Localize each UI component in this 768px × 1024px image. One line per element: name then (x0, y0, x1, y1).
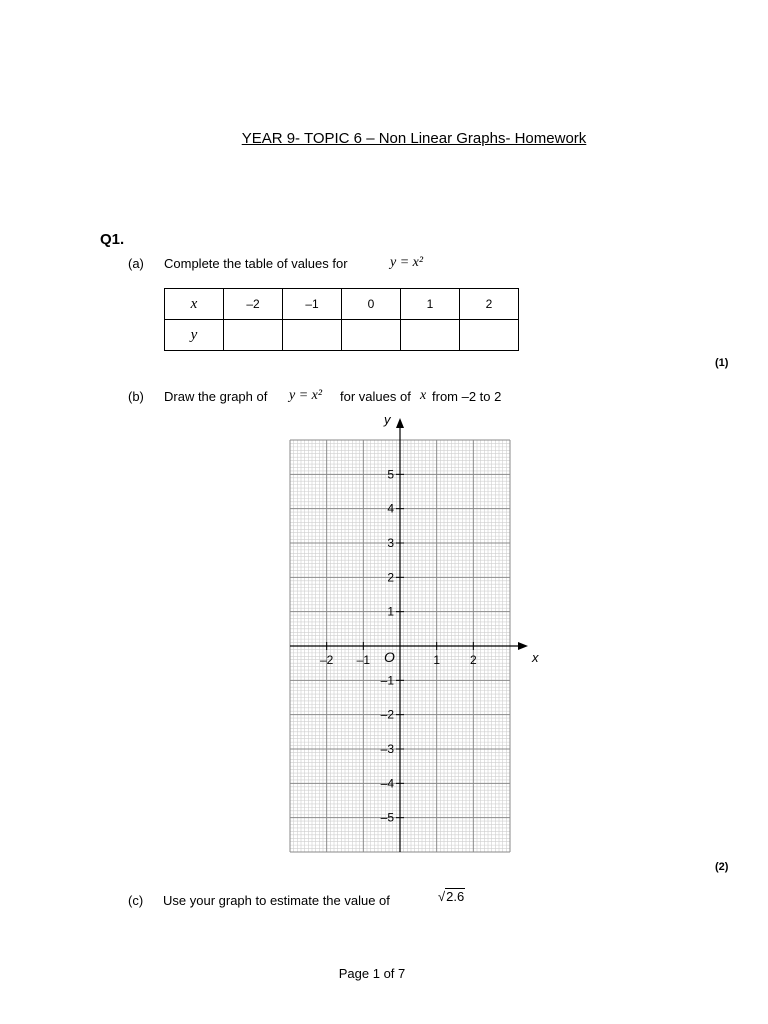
x-axis-arrow-icon (518, 642, 528, 650)
question-number: Q1. (100, 231, 125, 248)
y-tick-label: 1 (387, 604, 394, 619)
sqrt-icon: √ (438, 889, 446, 904)
table-cell-y-input[interactable] (401, 320, 460, 351)
table-cell-x: –1 (283, 289, 342, 320)
table-header-x: x (165, 289, 224, 320)
part-b-marks: (2) (715, 861, 729, 873)
y-tick-label: –2 (380, 707, 394, 722)
table-cell-y-input[interactable] (342, 320, 401, 351)
sqrt-expression (438, 889, 465, 904)
table-cell-y-input[interactable] (460, 320, 519, 351)
table-cell-x: 1 (401, 289, 460, 320)
page-footer: Page 1 of 7 (338, 966, 406, 981)
table-row-y (165, 320, 519, 351)
y-tick-label: –4 (380, 776, 394, 791)
x-tick-label: 2 (469, 653, 477, 667)
table-header-y: y (165, 320, 224, 351)
part-c-text: Use your graph to estimate the value of (163, 893, 390, 908)
table-row-x (165, 289, 519, 320)
part-b-variable: x (420, 388, 427, 403)
y-tick-label: –5 (380, 810, 394, 825)
y-axis-arrow-icon (396, 418, 404, 428)
part-a-label: (a) (128, 256, 144, 271)
y-tick-label: 3 (387, 536, 394, 550)
y-tick-label: 5 (387, 467, 394, 482)
sqrt-radicand: 2.6 (446, 889, 465, 904)
x-tick-label: –1 (356, 653, 371, 667)
y-tick-label: 2 (387, 570, 394, 585)
y-axis-label: y (384, 412, 391, 427)
x-tick-label: 1 (433, 653, 441, 667)
y-tick-label: 4 (387, 501, 394, 516)
table-cell-y-input[interactable] (224, 320, 283, 351)
table-cell-x: 2 (460, 289, 519, 320)
table-of-values (164, 288, 519, 351)
x-tick-label: –2 (319, 653, 334, 667)
origin-label: O (384, 649, 395, 665)
table-cell-x: –2 (224, 289, 283, 320)
part-b-label: (b) (128, 389, 144, 404)
part-b-equation: y = x² (289, 388, 323, 403)
x-axis-label: x (532, 650, 539, 665)
part-a-equation: y = x² (390, 255, 424, 270)
y-tick-label: –3 (380, 742, 394, 756)
part-c-label: (c) (128, 893, 144, 908)
part-b-text-after: from –2 to 2 (432, 389, 502, 404)
part-b-text: Draw the graph of (164, 389, 268, 404)
page-title: YEAR 9- TOPIC 6 – Non Linear Graphs- Homework (241, 130, 587, 147)
part-b-text-mid: for values of (340, 389, 411, 404)
table-cell-y-input[interactable] (283, 320, 342, 351)
y-tick-label: –1 (380, 673, 394, 688)
part-a-text: Complete the table of values for (164, 256, 348, 271)
part-a-marks: (1) (715, 357, 729, 369)
graph-grid[interactable] (270, 410, 550, 860)
table-cell-x: 0 (342, 289, 401, 320)
